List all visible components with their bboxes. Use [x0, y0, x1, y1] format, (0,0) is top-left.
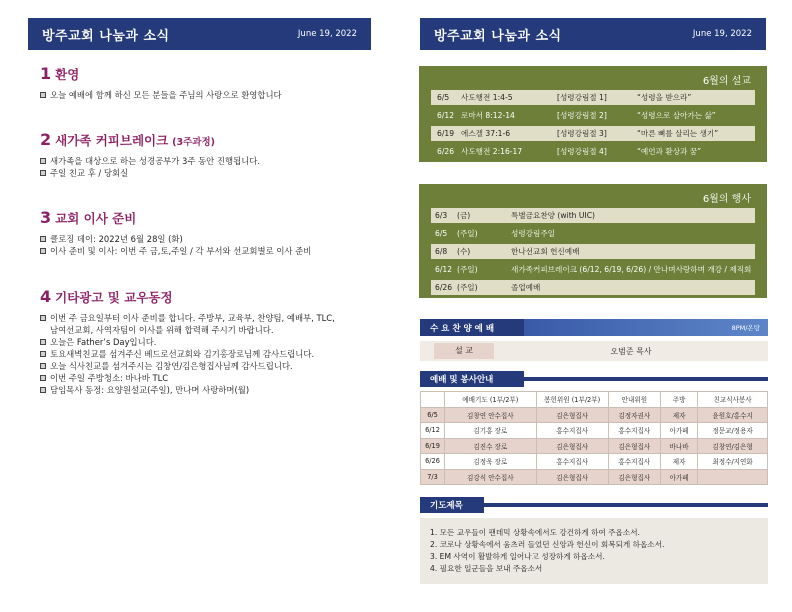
table-header: 예배기도 (1부/2부) 봉헌위원 (1부/2부) 안내위원 주방 친교식사봉사 — [421, 392, 768, 408]
prayer-item: 4. 필요한 일군들을 보내 주옵소서 — [430, 564, 543, 573]
sermon-title: 6월의 설교 — [702, 76, 751, 87]
list-item: 오늘 예배에 함께 하신 모든 분들을 주님의 사랑으로 환영합니다 — [40, 89, 380, 101]
event-row: 6/26 (주일) 졸업예배 — [431, 280, 755, 295]
prayer-box — [420, 518, 768, 584]
bulletin-date: June 19, 2022 — [297, 29, 357, 39]
bulletin-date: June 19, 2022 — [692, 29, 752, 39]
service-table — [420, 391, 768, 485]
sermon-row: 6/12 로마서 8:12-14 [성령강림절 2] “성령으로 살아가는 삶” — [437, 111, 716, 120]
list-item: 이사 준비 및 이사: 이번 주 금,토,주일 / 각 부서와 선교회별로 이사 준비 — [40, 245, 380, 257]
table-row: 6/12 김기홍 장로 홍수지집사 홍수지집사 아가페 정문교/정용자 — [421, 423, 768, 439]
list-item: 주일 친교 후 / 당회실 — [40, 167, 380, 179]
wednesday-time: 8PM/온탕 — [524, 319, 768, 336]
sermon-row: 6/19 에스겔 37:1-6 [성령강림절 3] “마른 뼈를 살리는 생기” — [431, 126, 755, 141]
table-row: 6/26 김정욱 장로 홍수지집사 홍수지집사 제자 최정수/지연화 — [421, 454, 768, 470]
prayer-item: 3. EM 사역이 활발하게 일어나고 성장하게 하옵소서. — [430, 552, 605, 561]
list-item: 오늘 식사친교를 섬겨주시는 김창연/김은형집사님께 감사드립니다. — [40, 360, 380, 372]
event-row: 6/8 (수) 한나선교회 헌신예배 — [431, 244, 755, 259]
prayer-item: 1. 모든 교우들이 팬데믹 상황속에서도 강건하게 하여 주옵소서. — [430, 528, 640, 537]
section-welcome — [40, 64, 380, 101]
events-title: 6월의 행사 — [702, 194, 751, 205]
wednesday-row — [420, 341, 768, 361]
events-box — [419, 184, 767, 298]
list-item: 오늘은 Father’s Day입니다. — [40, 336, 380, 348]
bulletin-title: 방주교회 나눔과 소식 — [42, 28, 170, 44]
left-header — [28, 18, 371, 50]
service-label: 예배 및 봉사안내 — [430, 375, 494, 385]
section-title: 3 교회 이사 준비 — [40, 208, 137, 227]
event-row: 6/5 (주일) 성령강림주일 — [435, 229, 556, 238]
list-item: 남여선교회, 사역자팀이 이사를 위해 합력해 주시기 바랍니다. — [50, 325, 274, 335]
sermon-row: 6/5 사도행전 1:4-5 [성령강림절 1] “성령을 받으라” — [431, 90, 755, 105]
right-header — [420, 18, 766, 50]
list-item: 이번 주일 주방청소: 바나바 TLC — [40, 372, 380, 384]
bulletin-title: 방주교회 나눔과 소식 — [434, 28, 562, 44]
section-title: 4 기타광고 및 교우동정 — [40, 287, 173, 306]
event-row: 6/3 (금) 특별금요찬양 (with UIC) — [431, 208, 755, 223]
sermon-box — [419, 66, 767, 162]
section-title: 2 새가족 커피브레이크 (3주과정) — [40, 130, 215, 149]
list-item: 담임목사 동정: 요양원설교(주일), 만나며 사랑하며(월) — [40, 384, 380, 396]
list-item: 이번 주 금요일부터 이사 준비를 합니다. 주방부, 교육부, 찬양팀, 예배부, TLC, — [40, 312, 380, 324]
section-moving — [40, 208, 380, 257]
service-label-bar — [420, 371, 524, 387]
section-newcomer — [40, 130, 380, 179]
sermon-row: 6/26 사도행전 2:16-17 [성령강림절 4] “예언과 환상과 꿈” — [437, 147, 702, 156]
table-row: 6/19 김진수 장로 김은형집사 김은형집사 바나바 김창연/김은형 — [421, 438, 768, 454]
section-announcements — [40, 287, 380, 396]
preacher-role: 설 교 — [434, 343, 494, 359]
list-item: 새가족을 대상으로 하는 성경공부가 3주 동안 진행됩니다. — [40, 155, 380, 167]
list-item: 토요새벽친교를 섬겨주신 베드로선교회와 김기홍장로님께 감사드립니다. — [40, 348, 380, 360]
table-row: 6/5 김창연 안수집사 김은형집사 김정자권사 제자 윤원호/홍수지 — [421, 407, 768, 423]
prayer-label: 기도제목 — [430, 501, 463, 511]
table-row: 7/3 김강식 안수집사 김은형집사 김은형집사 아가페 — [421, 469, 768, 485]
wednesday-bar — [420, 319, 768, 336]
preacher-name: 오범준 목사 — [610, 346, 652, 356]
prayer-label-bar — [420, 497, 484, 513]
event-row: 6/12 (주일) 새가족커피브레이크 (6/12, 6/19, 6/26) / 만나며사랑하며 개강 / 제직회 — [435, 265, 752, 274]
list-item: 클로징 데이: 2022년 6월 28일 (화) — [40, 233, 380, 245]
section-title: 1 환영 — [40, 64, 80, 83]
prayer-item: 2. 코로나 상황속에서 움츠러 들었던 신앙과 헌신이 회복되게 하옵소서. — [430, 540, 665, 549]
wednesday-label: 수 요 찬 양 예 배 — [420, 319, 524, 336]
